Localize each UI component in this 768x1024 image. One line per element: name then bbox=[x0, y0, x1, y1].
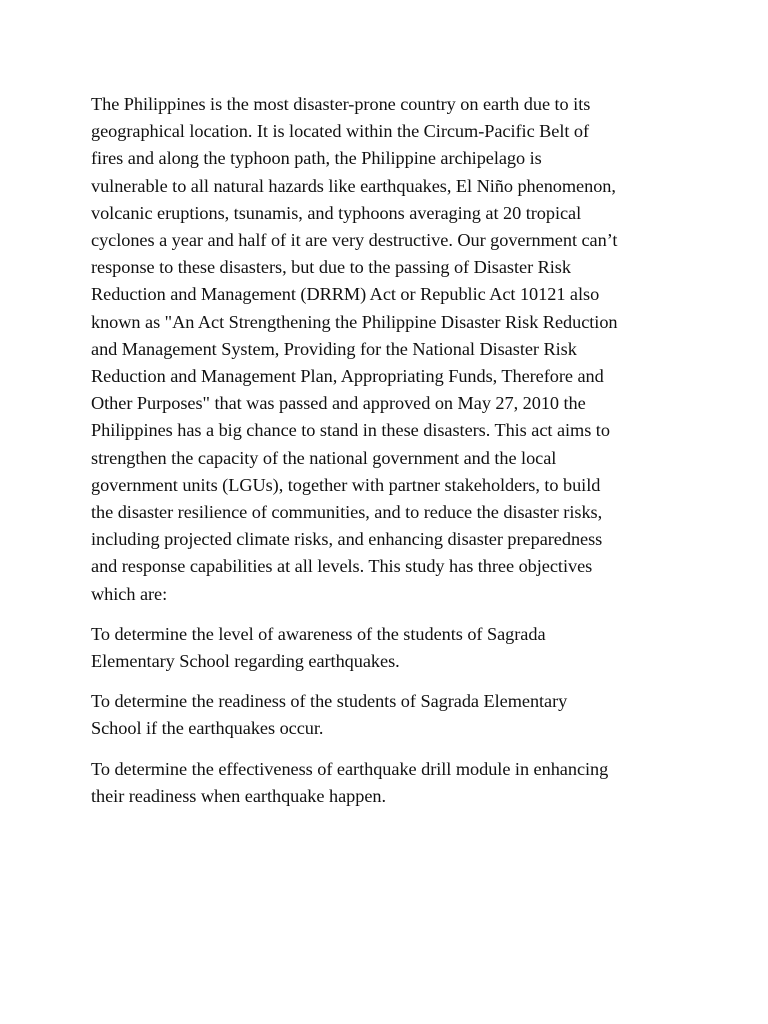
document-body bbox=[91, 91, 691, 810]
intro-paragraph: The Philippines is the most disaster-prone country on earth due to its geographical location. It is located within the Circum-Pacific Belt of fires and along the typhoon path, the Philippine archipelago is vulnerable to all natural hazards like earthquakes, El Niño phenomenon, volcanic eruptions, tsunamis, and typhoons averaging at 20 tropical cyclones a year and half of it are very destructive. Our government can’t response to these disasters, but due to the passing of Disaster Risk Reduction and Management (DRRM) Act or Republic Act 10121 also known as "An Act Strengthening the Philippine Disaster Risk Reduction and Management System, Providing for the National Disaster Risk Reduction and Management Plan, Appropriating Funds, Therefore and Other Purposes" that was passed and approved on May 27, 2010 the Philippines has a big chance to stand in these disasters. This act aims to strengthen the capacity of the national government and the local government units (LGUs), together with partner stakeholders, to build the disaster resilience of communities, and to reduce the disaster risks, including projected climate risks, and enhancing disaster preparedness and response capabilities at all levels. This study has three objectives which are: bbox=[91, 94, 618, 604]
objective-effectiveness-paragraph: To determine the effectiveness of earthquake drill module in enhancing their readiness when earthquake happen. bbox=[91, 758, 609, 806]
objective-readiness-paragraph: To determine the readiness of the students of Sagrada Elementary School if the earthquakes occur. bbox=[91, 691, 568, 739]
objective-awareness-paragraph: To determine the level of awareness of the students of Sagrada Elementary School regarding earthquakes. bbox=[91, 623, 546, 672]
